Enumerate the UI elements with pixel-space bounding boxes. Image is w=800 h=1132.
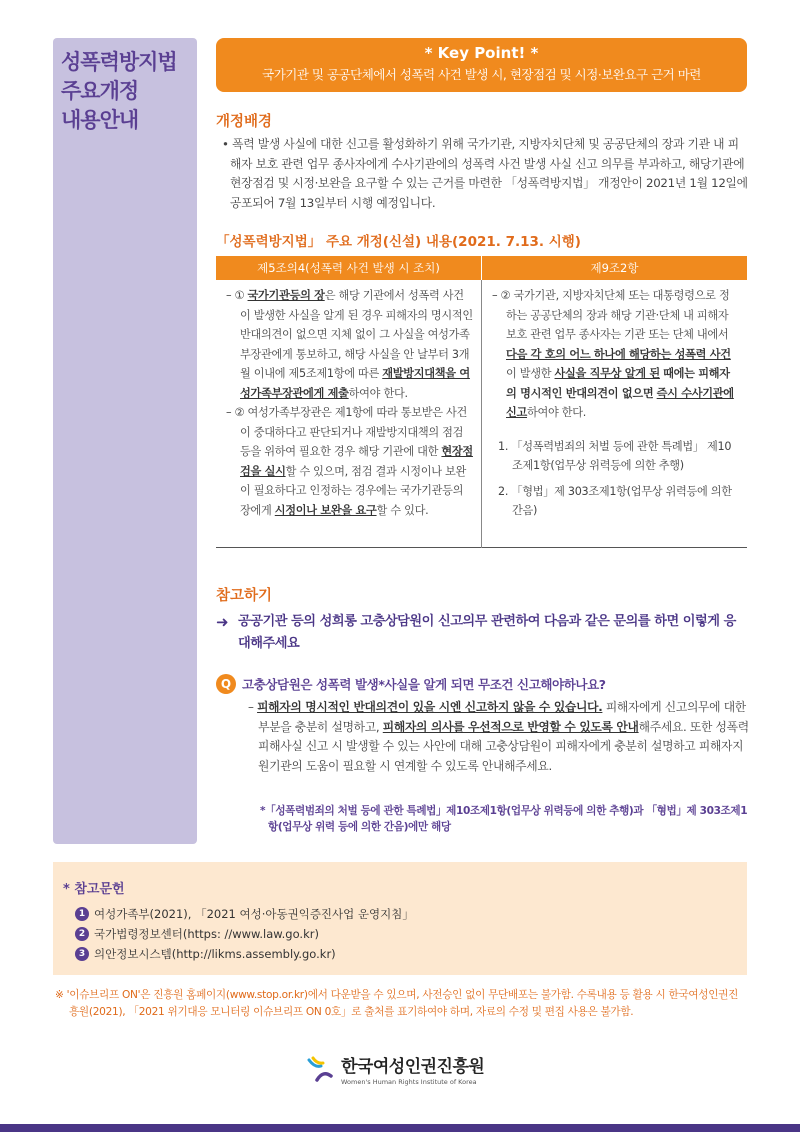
left-item-1: – ① 국가기관등의 장은 해당 기관에서 성폭력 사건이 발생한 사실을 알게 된 경우 피해자의 명시적인 반대의견이 없으면 지체 없이 그 사실을 여성가족부장관에게 통보하고, 해당 사실을 안 날부터 3개월 이내에 제5조제1항에 따른 재발방지대책을 여성가족부장관에게 제출하여야 한다.	[226, 289, 473, 400]
reference-heading: 참고하기	[216, 588, 273, 604]
question-icon: Q	[216, 674, 236, 694]
reference-guide-text: 공공기관 등의 성희롱 고충상담원이 신고의무 관련하여 다음과 같은 문의를 하면 이렇게 응대해주세요	[238, 614, 736, 651]
sidebar-title: 성폭력방지법 주요개정 내용안내	[61, 50, 177, 132]
arrow-right-icon: ➜	[216, 613, 229, 631]
table-body	[216, 280, 747, 548]
table-header	[216, 256, 747, 280]
literature-item: 1 여성가족부(2021), 「2021 여성·아동권익증진사업 운영지침」	[75, 904, 414, 924]
bottom-bar	[0, 1124, 800, 1132]
reference-guide	[216, 611, 746, 655]
right-sub-item-1: 1. 「성폭력범죄의 처벌 등에 관한 특례법」 제10조제1항(업무상 위력등에 의한 추행)	[498, 439, 732, 472]
table-header-left: 제5조의4(성폭력 사건 발생 시 조치)	[216, 256, 482, 280]
question-text: 고충상담원은 성폭력 발생*사실을 알게 되면 무조건 신고해야하나요?	[242, 677, 606, 692]
literature-title: * 참고문헌	[63, 882, 125, 897]
literature-list	[75, 904, 414, 964]
disclaimer-text: ※ '이슈브리프 ON'은 진흥원 홈페이지(www.stop.or.kr)에서 다운받을 수 있으며, 사전승인 없이 무단배포는 불가함. 수록내용 등 활용 시 한국여성인권진흥원(2021), 「2021 위기대응 모니터링 이슈브리프 ON 0호」로 출처를 표기하여야 하며, 자료의 수정 및 편집 사용은 불가함.	[55, 989, 739, 1018]
question-line	[216, 674, 606, 694]
sidebar-panel	[53, 38, 197, 844]
table-header-right: 제9조2항	[590, 261, 639, 275]
table-title: 「성폭력방지법」 주요 개정(신설) 내용(2021. 7.13. 시행)	[216, 234, 581, 250]
right-item-1: – ② 국가기관, 지방자치단체 또는 대통령령으로 정하는 공공단체의 장과 해당 기관·단체 내 피해자 보호 관련 업무 종사자는 기관 또는 단체 내에서 다음 각 호의 어느 하나에 해당하는 성폭력 사건이 발생한 사실을 직무상 알게 된 때에는 피해자의 명시적인 반대의견이 없으면 즉시 수사기관에 신고하여야 한다.	[492, 289, 734, 419]
answer-text: – 피해자의 명시적인 반대의견이 있을 시엔 신고하지 않을 수 있습니다. 피해자에게 신고의무에 대한 부분을 충분히 설명하고, 피해자의 의사를 우선적으로 반영할 수 있도록 안내해주세요. 또한 성폭력 피해사실 신고 시 발생할 수 있는 사안에 대해 고충상담원이 피해자에게 충분히 설명하고 피해자지원기관의 도움이 필요할 시 연계할 수 있도록 안내해주세요.	[248, 700, 749, 773]
amendment-table	[216, 256, 747, 548]
institute-logo	[305, 1052, 484, 1086]
literature-item: 2 국가법령정보센터(https: //www.law.go.kr)	[75, 924, 414, 944]
table-col-left	[216, 280, 482, 548]
institute-logo-icon	[305, 1054, 335, 1084]
number-badge-icon: 1	[75, 907, 89, 921]
background-text: • 폭력 발생 사실에 대한 신고를 활성화하기 위해 국가기관, 지방자치단체 및 공공단체의 장과 기관 내 피해자 보호 관련 업무 종사자에게 수사기관에의 성폭력 사건 발생 사실 신고 의무를 부과하고, 해당기관에 현장점검 및 시정·보완을 요구할 수 있는 근거를 마련한 「성폭력방지법」 개정안이 2021년 1월 12일에 공포되어 7월 13일부터 시행 예정입니다.	[222, 137, 748, 210]
literature-item: 3 의안정보시스템(http://likms.assembly.go.kr)	[75, 944, 414, 964]
number-badge-icon: 2	[75, 927, 89, 941]
number-badge-icon: 3	[75, 947, 89, 961]
table-col-right	[482, 280, 747, 548]
left-item-2: – ② 여성가족부장관은 제1항에 따라 통보받은 사건이 중대하다고 판단되거나 재발방지대책의 점검 등을 위하여 필요한 경우 해당 기관에 대한 현장점검을 실시할 수 있으며, 점검 결과 시정이나 보완이 필요하다고 인정하는 경우에는 국가기관등의 장에게 시정이나 보완을 요구할 수 있다.	[226, 406, 473, 517]
right-sub-item-2: 2. 「형법」제 303조제1항(업무상 위력등에 의한 간음)	[498, 484, 732, 517]
literature-box	[53, 862, 747, 975]
logo-english-name: Women's Human Rights Institute of Korea	[341, 1078, 477, 1086]
answer-footnote: *「성폭력범죄의 처벌 등에 관한 특례법」제10조제1항(업무상 위력등에 의한 추행)과 「형법」제 303조제1항(업무상 위력 등에 의한 간음)에만 해당	[260, 805, 748, 833]
background-section	[216, 110, 747, 131]
key-point-banner	[216, 38, 747, 92]
key-point-subtitle: 국가기관 및 공공단체에서 성폭력 사건 발생 시, 현장점검 및 시정·보완요구 근거 마련	[262, 67, 701, 82]
key-point-title: * Key Point! *	[424, 44, 539, 62]
background-heading: 개정배경	[216, 114, 273, 130]
logo-korean-name: 한국여성인권진흥원	[341, 1057, 485, 1077]
